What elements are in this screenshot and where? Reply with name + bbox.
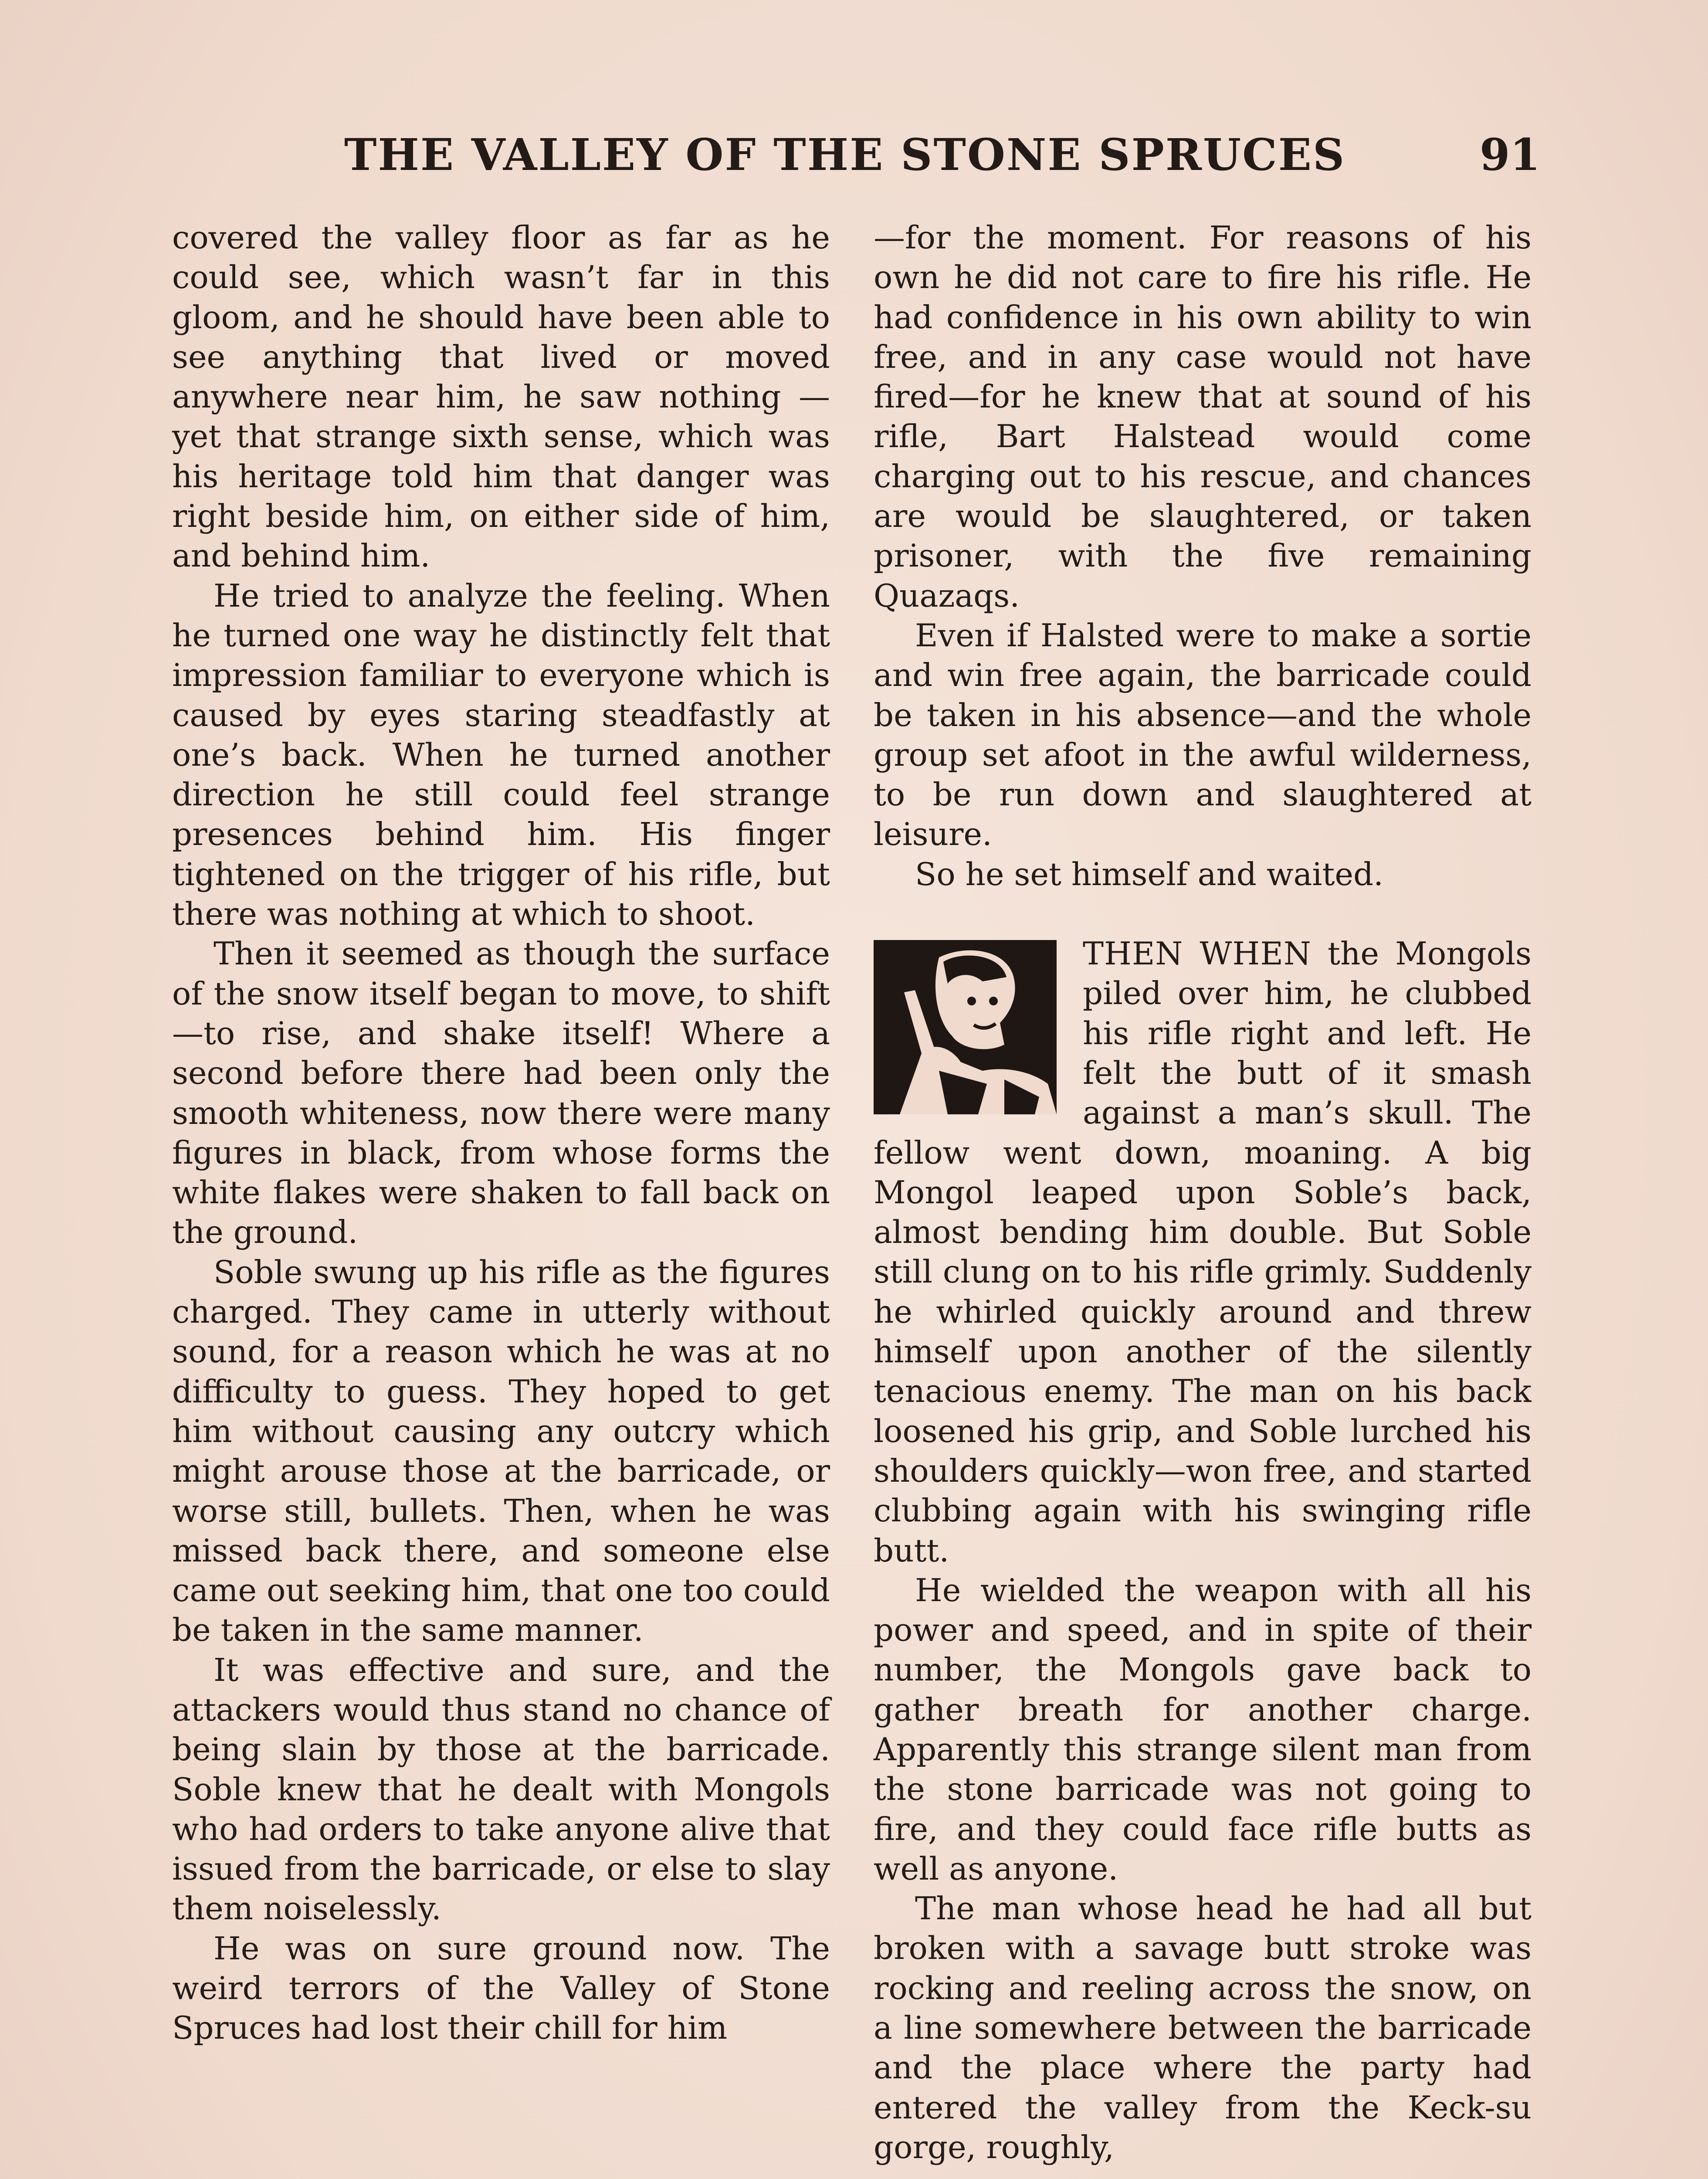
running-title: THE VALLEY OF THE STONE SPRUCES [344, 129, 1346, 180]
paragraph: He tried to analyze the feeling. When he turned one way he distinctly felt that impression familiar to everyone which is caused by eyes staring steadfastly at one’s back. When he turned another direction he still could feel strange presences behind him. His finger tightened on the trigger of his rifle, but there was nothing at which to shoot. [172, 577, 830, 933]
paragraph: He wielded the weapon with all his power and speed, and in spite of their number, the Mongols gave back to gather breath for another charge. Apparently this strange silent man from the stone barricade was not going to fire, and they could face rifle butts as well as anyone. [874, 1571, 1532, 1887]
paragraph: So he set himself and waited. [915, 855, 1383, 893]
paragraph: It was effective and sure, and the attackers would thus stand no chance of being slain by those at the barricade. Soble knew that he dealt with Mongols who had orders to take anyone alive that issued from the barricade, or else to slay them noiselessly. [172, 1651, 830, 1927]
right-column [874, 218, 1532, 2167]
paragraph: The man whose head he had all but broken with a savage butt stroke was rocking and reeling across the snow, on a line somewhere between the barricade and the place where the party had entered the valley from the Keck-su gorge, roughly, [874, 1890, 1532, 2165]
page-number: 91 [1479, 129, 1540, 180]
paragraph: Then it seemed as though the surface of the snow itself began to move, to shift—to rise, and shake itself! Where a second before there had been only the smooth whiteness, now there were many figures in black, from whose forms the white flakes were shaken to fall back on the ground. [172, 935, 830, 1251]
running-head [344, 126, 1540, 183]
paragraph: Soble swung up his rifle as the figures charged. They came in utterly without sound, for a reason which he was at no difficulty to guess. They hoped to get him without causing any outcry which might arouse those at the barricade, or worse still, bullets. Then, when he was missed back there, and someone else came out seeking him, that one too could be taken in the same manner. [172, 1253, 830, 1649]
lead-in-rest: the Mongols piled over him, he clubbed his rifle right and left. He felt the butt of it smash against a man’s skull. The fellow went down, moaning. A big Mongol leaped upon Soble’s back, almost bending him double. But Soble still clung on to his rifle grimly. Suddenly he whirled quickly around and threw himself upon another of the silently tenacious enemy. The man on his back loosened his grip, and Soble lurched his shoulders quickly—won free, and started clubbing again with his swinging rifle butt. [874, 935, 1532, 1569]
paragraph: Even if Halsted were to make a sortie and win free again, the barricade could be taken in his absence—and the whole group set afoot in the awful wilderness, to be run down and slaughtered at leisure. [874, 617, 1532, 853]
paragraph: —for the moment. For reasons of his own he did not care to fire his rifle. He had confidence in his own ability to win free, and in any case would not have fired—for he knew that at sound of his rifle, Bart Halstead would come charging out to his rescue, and chances are would be slaughtered, or taken prisoner, with the five remaining Quazaqs. [874, 219, 1532, 614]
section-opening [874, 934, 1532, 1571]
lead-in-caps: THEN WHEN [1083, 935, 1312, 972]
figure-vignette-illustration [874, 940, 1057, 1114]
left-column [172, 218, 830, 2048]
paragraph: He was on sure ground now. The weird terrors of the Valley of Stone Spruces had lost their chill for him [172, 1930, 830, 2047]
paragraph: covered the valley floor as far as he could see, which wasn’t far in this gloom, and he should have been able to see anything that lived or moved anywhere near him, he saw nothing — yet that strange sixth sense, which was his heritage told him that danger was right beside him, on either side of him, and behind him. [172, 219, 830, 574]
section-gap [874, 894, 1532, 934]
